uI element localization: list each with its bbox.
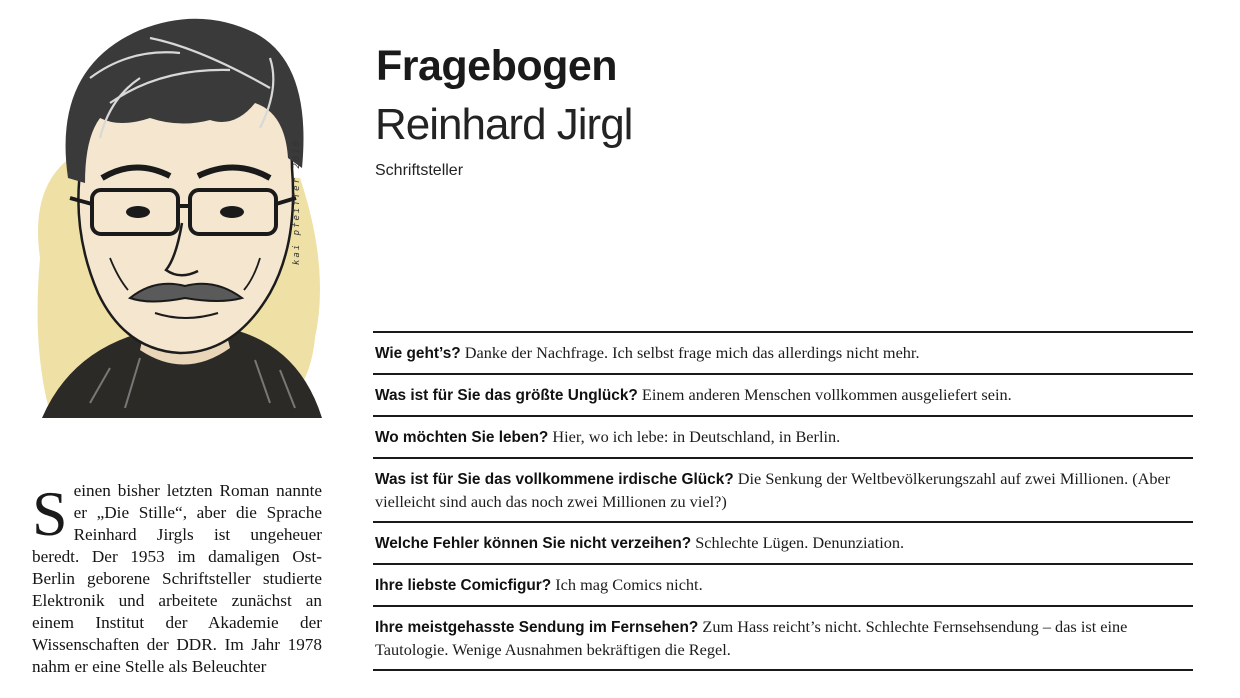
qa-item (373, 415, 1193, 457)
qa-question: Welche Fehler können Sie nicht verzeihen? (375, 535, 692, 552)
qa-answer: Die Senkung der Weltbevölkerungszahl auf zwei Millionen. (Aber vielleicht sind auch das noch zwei Millionen zu viel?) (375, 469, 1171, 511)
person-name: Reinhard Jirgl (375, 100, 633, 149)
qa-item (373, 373, 1193, 415)
artist-signature: kai pfeiffer 2010 (292, 138, 302, 265)
author-portrait-illustration (30, 8, 330, 438)
qa-answer: Schlechte Lügen. Denunziation. (695, 533, 905, 552)
intro-paragraph (32, 480, 322, 698)
qa-answer: Danke der Nachfrage. Ich selbst frage mich das allerdings nicht mehr. (464, 343, 920, 362)
qa-item (373, 331, 1193, 373)
qa-item (373, 457, 1193, 521)
qa-answer: Ich mag Comics nicht. (555, 575, 703, 594)
qa-answer: Zum Hass reicht’s nicht. Schlechte Fernsehsendung – das ist eine Tautologie. Wenige Ausnahmen bekräftigen die Regel. (375, 617, 1128, 659)
qa-question: Ihre meistgehasste Sendung im Fernsehen? (375, 619, 699, 636)
qa-question: Wie geht’s? (375, 345, 461, 362)
qa-answer: Einem anderen Menschen vollkommen ausgeliefert sein. (641, 385, 1012, 404)
page-title: Fragebogen (376, 42, 618, 90)
qa-question: Ihre liebste Comicfigur? (375, 577, 552, 594)
qa-answer: Hier, wo ich lebe: in Deutschland, in Berlin. (552, 427, 841, 446)
questionnaire-list (373, 331, 1193, 671)
drop-cap: S (32, 480, 68, 549)
person-profession: Schriftsteller (375, 162, 464, 179)
qa-item (373, 605, 1193, 671)
qa-question: Was ist für Sie das größte Unglück? (375, 387, 638, 404)
qa-item (373, 521, 1193, 563)
qa-item (373, 563, 1193, 605)
qa-question: Wo möchten Sie leben? (375, 429, 549, 446)
qa-question: Was ist für Sie das vollkommene irdische Glück? (375, 471, 734, 488)
intro-text: einen bisher letzten Roman nannte er „Die Stille“, aber die Sprache Reinhard Jirgls ist ungeheuer beredt. Der 1953 im damaligen Ost-Berlin geborene Schriftsteller studierte Elektronik und arbeitete zunächst an einem Institut der Akademie der Wissenschaften der DDR. Im Jahr 1978 nahm er eine Stelle als Beleuchter (32, 481, 322, 676)
